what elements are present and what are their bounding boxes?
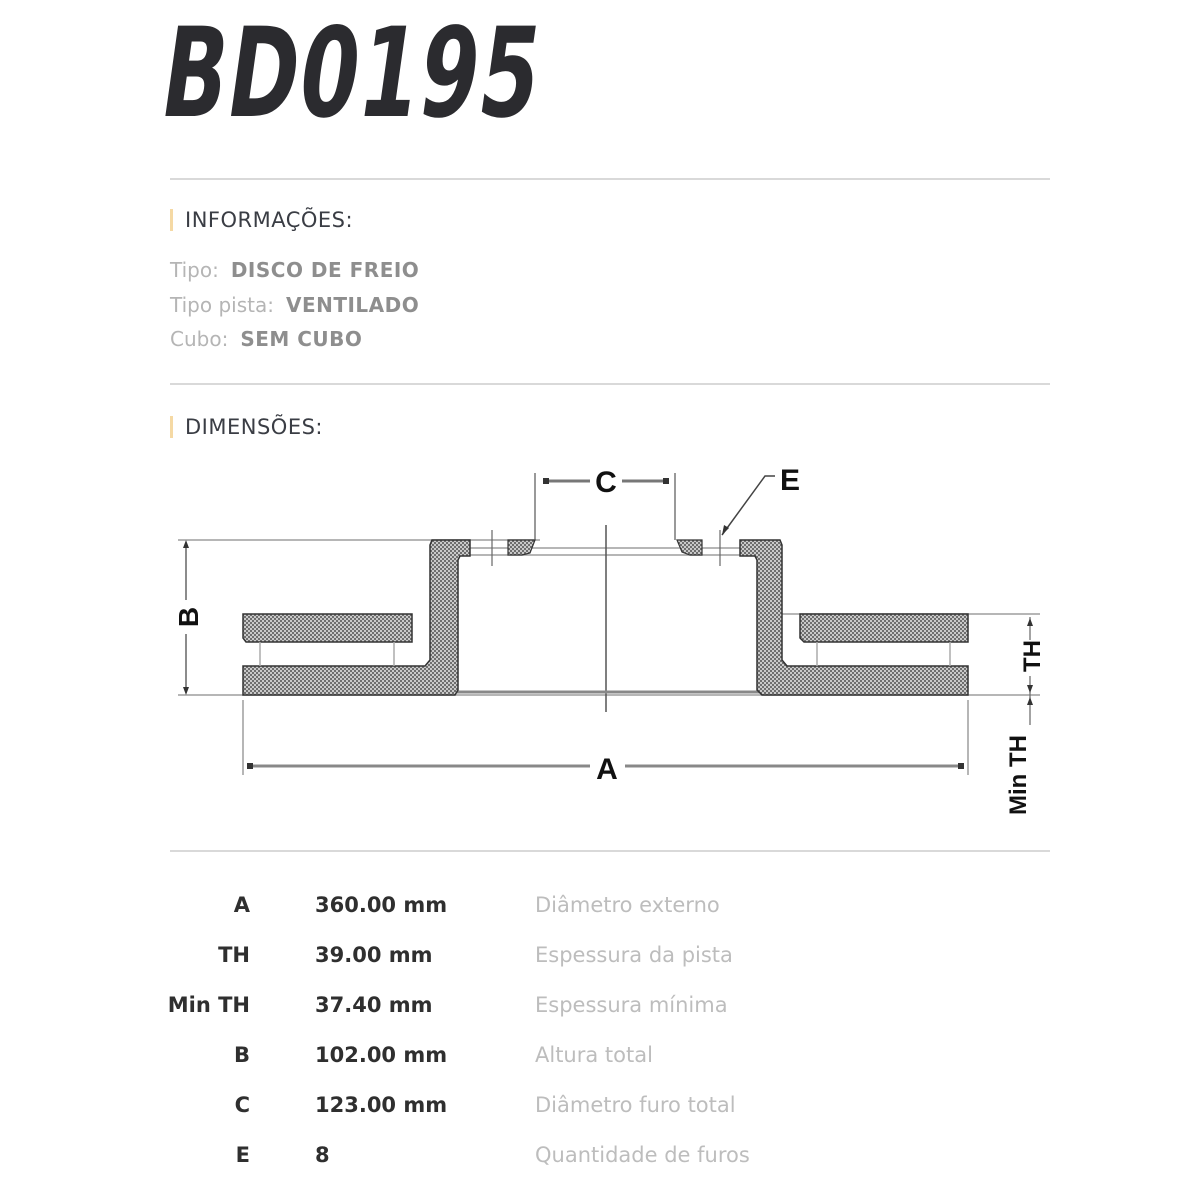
- info-value: VENTILADO: [285, 293, 420, 317]
- info-row-tipo: [170, 258, 419, 282]
- section-accent-bar: [170, 416, 173, 438]
- dimension-description: Diâmetro furo total: [535, 1093, 736, 1117]
- dimension-description: Diâmetro externo: [535, 893, 720, 917]
- dimension-description: Espessura mínima: [535, 993, 728, 1017]
- dimensions-section-header: [170, 415, 323, 439]
- dimension-value: 37.40 mm: [315, 993, 433, 1017]
- dimension-key: E: [235, 1143, 250, 1167]
- dimension-value: 8: [315, 1143, 330, 1167]
- dimension-row-e: [170, 1143, 870, 1183]
- info-row-tipo-pista: [170, 293, 419, 317]
- dimension-key: B: [233, 1043, 250, 1067]
- info-section-header: [170, 208, 353, 232]
- dim-label-th: TH: [1019, 640, 1046, 672]
- dimension-key: TH: [218, 943, 250, 967]
- info-label: Cubo:: [170, 327, 229, 351]
- dimensions-section-title: DIMENSÕES:: [185, 415, 323, 439]
- dimension-row-a: [170, 893, 870, 933]
- dim-label-c: C: [595, 466, 617, 499]
- dim-label-b: B: [173, 606, 204, 628]
- dimension-value: 102.00 mm: [315, 1043, 448, 1067]
- dimension-key: Min TH: [167, 993, 250, 1017]
- dimension-key: C: [234, 1093, 250, 1117]
- info-row-cubo: [170, 327, 362, 351]
- dimension-row-c: [170, 1093, 870, 1133]
- dimension-description: Altura total: [535, 1043, 653, 1067]
- divider-top: [170, 178, 1050, 180]
- product-code-title: BD0195: [153, 2, 551, 146]
- dim-label-a: A: [596, 753, 618, 786]
- dim-label-min-th: Min TH: [1005, 735, 1032, 815]
- info-label: Tipo:: [170, 258, 219, 282]
- dimension-row-th: [170, 943, 870, 983]
- info-section-title: INFORMAÇÕES:: [185, 208, 354, 232]
- dim-label-e: E: [779, 464, 801, 497]
- info-value: DISCO DE FREIO: [230, 258, 420, 282]
- divider-bottom: [170, 850, 1050, 852]
- divider-middle: [170, 383, 1050, 385]
- section-accent-bar: [170, 209, 173, 231]
- dimension-value: 39.00 mm: [315, 943, 433, 967]
- dimension-value: 360.00 mm: [315, 893, 448, 917]
- info-value: SEM CUBO: [240, 327, 363, 351]
- dimension-description: Quantidade de furos: [535, 1143, 750, 1167]
- dimension-row-min-th: [167, 993, 870, 1033]
- info-label: Tipo pista:: [170, 293, 274, 317]
- brake-disc-cross-section-diagram: [0, 440, 1200, 840]
- dimension-key: A: [233, 893, 250, 917]
- dimension-row-b: [170, 1043, 870, 1083]
- dimension-description: Espessura da pista: [535, 943, 733, 967]
- dimension-value: 123.00 mm: [315, 1093, 448, 1117]
